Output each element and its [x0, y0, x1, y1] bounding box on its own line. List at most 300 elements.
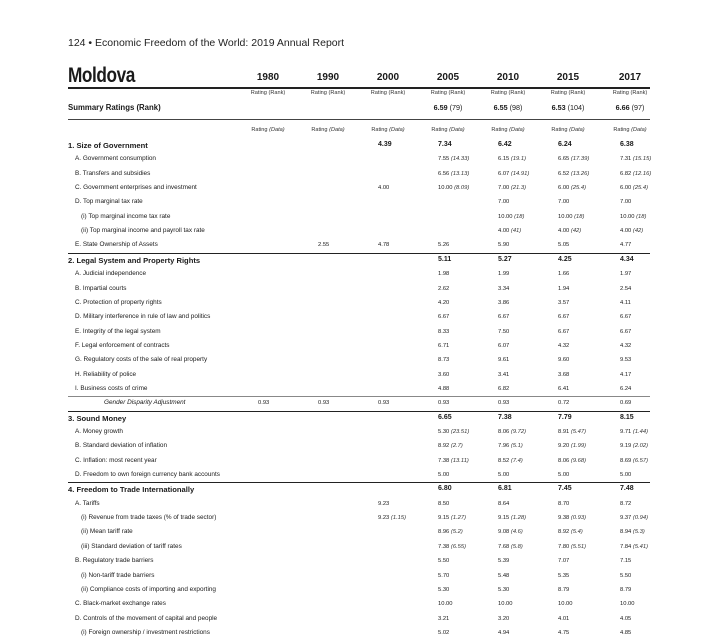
- row-label: D. Controls of the movement of capital and people: [75, 614, 218, 622]
- row-value: [438, 515, 466, 521]
- summary-rating: 6.59: [433, 103, 450, 112]
- row-value: [620, 314, 631, 320]
- rating-value: 0.93: [378, 400, 390, 407]
- data-value: (1.28): [509, 515, 527, 522]
- rating-value: 4.00: [498, 228, 510, 235]
- row-value: [438, 414, 452, 421]
- summary-rank: (104): [567, 103, 585, 112]
- rating-value: 6.07: [498, 342, 510, 349]
- summary-rule: [68, 119, 650, 120]
- row-label: C. Government enterprises and investment: [75, 184, 197, 192]
- header-rule: [68, 87, 650, 89]
- rating-value: 6.07: [498, 170, 510, 177]
- row-value: [438, 141, 452, 148]
- row-label: (ii) Compliance costs of importing and exporting: [81, 585, 216, 593]
- rating-value: 7.79: [558, 413, 572, 421]
- row-value: [620, 329, 631, 335]
- row-value: [438, 443, 463, 449]
- rating-rank-label: Rating (Rank): [370, 90, 406, 96]
- row-value: [438, 544, 466, 550]
- row-label: 1. Size of Government: [68, 141, 148, 150]
- rating-value: 9.08: [498, 529, 510, 536]
- data-value: (13.13): [449, 170, 470, 177]
- row-value: [438, 501, 449, 507]
- summary-rating: 6.66: [615, 103, 632, 112]
- row-value: [498, 558, 509, 564]
- summary-rank: (79): [449, 103, 463, 112]
- rating-value: 7.38: [498, 413, 512, 421]
- year-header-2005: 2005: [436, 72, 460, 83]
- row-value: [438, 171, 469, 177]
- rating-value: 8.73: [438, 357, 450, 364]
- row-value: [438, 630, 449, 636]
- rating-word: Rating: [371, 127, 390, 133]
- rating-value: 8.50: [438, 500, 450, 507]
- row-value: [558, 386, 569, 392]
- row-label: G. Regulatory costs of the sale of real property: [75, 356, 208, 364]
- row-value: [498, 199, 509, 205]
- rating-value: 7.96: [498, 443, 510, 450]
- summary-ratings-label: Summary Ratings (Rank): [68, 103, 161, 112]
- row-value: [498, 458, 523, 464]
- row-value: [438, 573, 449, 579]
- row-value: [498, 256, 512, 263]
- row-value: [620, 573, 631, 579]
- row-label: I. Business costs of crime: [75, 384, 148, 392]
- row-value: [558, 171, 589, 177]
- row-value: [498, 185, 526, 191]
- row-value: [620, 400, 631, 406]
- rating-value: 4.11: [620, 299, 631, 306]
- row-value: [558, 558, 569, 564]
- row-value: [558, 587, 569, 593]
- row-value: [318, 400, 329, 406]
- row-value: [558, 601, 573, 607]
- rating-value: 8.96: [438, 529, 450, 536]
- data-word: (Data): [509, 127, 525, 133]
- row-value: [620, 515, 648, 521]
- rating-value: 9.71: [620, 429, 632, 435]
- row-label: (ii) Mean tariff rate: [81, 528, 133, 536]
- row-value: [438, 429, 469, 435]
- row-value: [558, 314, 569, 320]
- row-value: [498, 400, 509, 406]
- rating-word: Rating: [311, 127, 330, 133]
- rating-value: 5.30: [498, 586, 510, 593]
- row-value: [498, 414, 512, 421]
- row-value: [620, 156, 651, 162]
- rating-value: 4.00: [558, 228, 570, 235]
- rating-value: 6.56: [438, 170, 450, 177]
- rating-value: 10.00: [558, 601, 573, 608]
- row-label: H. Reliability of police: [75, 370, 137, 378]
- rating-value: 0.93: [438, 400, 450, 407]
- row-label: 3. Sound Money: [68, 413, 127, 423]
- rating-value: 1.98: [438, 271, 450, 278]
- rating-value: 4.05: [620, 615, 632, 622]
- rating-value: 9.20: [558, 443, 570, 450]
- row-label: A. Judicial independence: [75, 270, 147, 278]
- rating-value: 5.90: [498, 242, 510, 249]
- year-header-1980: 1980: [256, 72, 280, 83]
- rating-value: 5.39: [498, 558, 510, 565]
- rating-value: 0.93: [498, 400, 510, 407]
- rating-value: 2.54: [620, 285, 632, 292]
- rating-value: 10.00: [558, 213, 573, 220]
- row-value: [620, 242, 631, 248]
- rating-rank-label: Rating (Rank): [490, 90, 526, 96]
- data-value: (14.33): [449, 156, 470, 163]
- row-value: [558, 242, 569, 248]
- data-value: (7.4): [509, 457, 523, 464]
- rating-value: 5.30: [438, 429, 450, 435]
- row-value: [498, 300, 509, 306]
- rating-value: 9.61: [498, 357, 510, 364]
- year-header-2010: 2010: [496, 72, 520, 83]
- data-value: (5.51): [569, 543, 587, 550]
- row-value: [438, 472, 449, 478]
- row-value: [498, 372, 509, 378]
- rating-value: 8.92: [558, 529, 570, 536]
- data-value: (1.44): [631, 429, 649, 435]
- rating-value: 4.88: [438, 385, 450, 392]
- rating-value: 0.69: [620, 400, 632, 407]
- rating-value: 5.35: [558, 572, 570, 579]
- rating-value: 5.50: [620, 572, 632, 579]
- row-value: [558, 141, 572, 148]
- row-value: [558, 472, 569, 478]
- rating-value: 3.21: [438, 615, 450, 622]
- rating-value: 9.19: [620, 443, 632, 450]
- rating-value: 9.60: [558, 357, 570, 364]
- year-header-2017: 2017: [618, 72, 642, 83]
- row-value: [378, 400, 389, 406]
- row-value: [498, 515, 526, 521]
- rating-value: 4.17: [620, 371, 632, 378]
- rating-data-label: [418, 127, 478, 133]
- rating-value: 4.39: [378, 141, 392, 148]
- data-value: (2.7): [449, 443, 463, 450]
- summary-value-2017: [600, 103, 660, 112]
- rating-value: 7.00: [620, 199, 632, 206]
- row-label: B. Transfers and subsidies: [75, 169, 151, 177]
- rating-value: 6.67: [620, 328, 632, 335]
- row-label: B. Impartial courts: [75, 284, 127, 292]
- row-value: [558, 429, 586, 435]
- rating-value: 7.31: [620, 156, 632, 163]
- row-label: D. Top marginal tax rate: [75, 198, 143, 206]
- row-value: [620, 141, 634, 148]
- data-value: (9.68): [569, 457, 587, 464]
- rating-value: 3.68: [558, 371, 570, 378]
- row-value: [620, 228, 643, 234]
- rating-value: 4.32: [620, 342, 632, 349]
- rating-value: 9.15: [498, 515, 510, 522]
- rating-value: 8.72: [620, 500, 632, 507]
- rating-value: 6.41: [558, 385, 570, 392]
- row-value: [438, 601, 453, 607]
- data-value: (15.15): [631, 156, 652, 163]
- row-value: [558, 400, 569, 406]
- row-value: [558, 214, 584, 220]
- row-value: [498, 357, 509, 363]
- row-value: [438, 185, 469, 191]
- year-header-2015: 2015: [556, 72, 580, 83]
- row-value: [498, 616, 509, 622]
- rating-value: 8.79: [620, 586, 632, 593]
- data-value: (25.4): [631, 185, 649, 192]
- row-label: (iii) Standard deviation of tariff rates: [81, 542, 182, 550]
- rating-value: 7.55: [438, 156, 450, 163]
- rating-value: 8.33: [438, 328, 450, 335]
- row-value: [558, 485, 572, 492]
- rating-value: 9.23: [378, 515, 390, 522]
- rating-value: 7.34: [438, 141, 452, 148]
- row-label: A. Tariffs: [75, 499, 100, 507]
- rating-value: 6.82: [620, 170, 632, 177]
- row-label: B. Standard deviation of inflation: [75, 442, 168, 450]
- rating-rank-label: Rating (Rank): [430, 90, 466, 96]
- data-value: (18): [512, 213, 525, 220]
- rating-word: Rating: [251, 127, 270, 133]
- data-value: (13.26): [569, 170, 590, 177]
- rating-word: Rating: [613, 127, 632, 133]
- rating-value: 7.00: [558, 199, 570, 206]
- summary-rating: 6.53: [551, 103, 568, 112]
- row-value: [558, 286, 569, 292]
- page-header: 124 • Economic Freedom of the World: 2019 Annual Report: [68, 37, 345, 49]
- row-value: [378, 185, 389, 191]
- rating-value: 6.80: [438, 485, 452, 493]
- rating-value: 4.20: [438, 299, 450, 306]
- row-value: [438, 400, 449, 406]
- rating-value: 0.72: [558, 400, 570, 407]
- rating-value: 6.15: [498, 156, 510, 163]
- rating-value: 7.00: [498, 185, 510, 192]
- rating-value: 5.00: [438, 472, 450, 479]
- rating-value: 7.68: [498, 543, 510, 550]
- row-value: [378, 501, 389, 507]
- row-value: [498, 630, 509, 636]
- row-value: [558, 414, 572, 421]
- rating-value: 10.00: [620, 601, 635, 608]
- row-value: [498, 329, 509, 335]
- row-value: [498, 171, 529, 177]
- row-value: [620, 256, 634, 263]
- row-value: [498, 573, 509, 579]
- row-value: [558, 501, 569, 507]
- rating-value: 3.34: [498, 285, 510, 292]
- rating-value: 5.48: [498, 572, 510, 579]
- row-label: E. Integrity of the legal system: [75, 327, 161, 335]
- data-word: (Data): [631, 127, 647, 133]
- rating-rank-label: Rating (Rank): [550, 90, 586, 96]
- data-value: (2.02): [631, 443, 649, 450]
- rating-value: 2.62: [438, 285, 450, 292]
- rating-value: 5.11: [438, 255, 452, 263]
- rating-word: Rating: [431, 127, 450, 133]
- row-value: [438, 314, 449, 320]
- rating-rank-label: Rating (Rank): [250, 90, 286, 96]
- row-label: C. Black-market exchange rates: [75, 600, 166, 608]
- rating-value: 5.27: [498, 255, 512, 263]
- data-value: (5.1): [509, 443, 523, 450]
- rating-value: 9.15: [438, 515, 450, 522]
- data-word: (Data): [449, 127, 465, 133]
- row-value: [620, 472, 631, 478]
- rating-value: 10.00: [498, 213, 513, 220]
- rating-value: 5.26: [438, 242, 450, 249]
- row-label: B. Regulatory trade barriers: [75, 557, 154, 565]
- rating-rank-label: Rating (Rank): [612, 90, 648, 96]
- row-value: [558, 300, 569, 306]
- row-value: [558, 544, 586, 550]
- rating-value: 4.34: [620, 255, 634, 263]
- row-label: (i) Top marginal income tax rate: [81, 212, 171, 220]
- rating-value: 6.65: [438, 413, 452, 421]
- row-value: [558, 156, 589, 162]
- row-value: [378, 242, 389, 248]
- data-word: (Data): [569, 127, 585, 133]
- data-value: (6.55): [449, 543, 467, 550]
- row-value: [620, 199, 631, 205]
- row-value: [438, 357, 449, 363]
- data-word: (Data): [329, 127, 345, 133]
- row-value: [558, 372, 569, 378]
- rating-value: 9.53: [620, 357, 632, 364]
- rating-data-label: [358, 127, 418, 133]
- rating-value: 7.50: [498, 328, 510, 335]
- row-value: [318, 242, 329, 248]
- row-value: [438, 343, 449, 349]
- rating-value: 4.85: [620, 629, 632, 636]
- rating-value: 8.92: [438, 443, 450, 450]
- row-value: [498, 242, 509, 248]
- rating-value: 6.00: [558, 185, 570, 192]
- data-value: (41): [509, 228, 522, 235]
- rating-value: 5.00: [620, 472, 632, 479]
- rating-value: 4.78: [378, 242, 390, 249]
- row-value: [620, 529, 645, 535]
- row-value: [498, 156, 526, 162]
- rating-data-label: [238, 127, 298, 133]
- row-value: [620, 300, 631, 306]
- row-value: [558, 529, 583, 535]
- summary-rating: 6.55: [493, 103, 510, 112]
- rating-value: 5.30: [438, 586, 450, 593]
- row-label: D. Military interference in rule of law and politics: [75, 313, 211, 321]
- row-value: [620, 501, 631, 507]
- row-value: [498, 472, 509, 478]
- rating-value: 7.38: [438, 457, 450, 464]
- rating-value: 9.23: [378, 500, 390, 507]
- rating-value: 5.50: [438, 558, 450, 565]
- rating-value: 6.24: [558, 141, 572, 148]
- row-value: [438, 271, 449, 277]
- rating-value: 8.52: [498, 457, 510, 464]
- row-value: [438, 242, 449, 248]
- row-label: (ii) Top marginal income and payroll tax rate: [81, 227, 205, 235]
- rating-value: 7.48: [620, 485, 634, 493]
- row-value: [558, 199, 569, 205]
- summary-value-2005: [418, 103, 478, 112]
- row-value: [558, 185, 586, 191]
- data-value: (18): [634, 213, 647, 220]
- data-value: (6.57): [631, 457, 649, 464]
- summary-rank: (98): [509, 103, 523, 112]
- row-value: [498, 386, 509, 392]
- data-value: (0.93): [569, 515, 587, 522]
- row-value: [620, 343, 631, 349]
- data-value: (1.27): [449, 515, 467, 522]
- row-value: [378, 515, 406, 521]
- rating-value: 8.70: [558, 500, 570, 507]
- row-label: 4. Freedom to Trade Internationally: [68, 485, 195, 495]
- rating-value: 4.00: [378, 185, 390, 192]
- data-value: (0.94): [631, 515, 649, 522]
- rating-value: 7.00: [498, 199, 510, 206]
- row-value: [498, 343, 509, 349]
- row-value: [438, 300, 449, 306]
- data-value: (5.4): [569, 529, 583, 536]
- row-value: [558, 515, 586, 521]
- row-value: [620, 443, 648, 449]
- rating-value: 8.06: [558, 457, 570, 464]
- row-value: [438, 558, 449, 564]
- rating-value: 1.97: [620, 271, 632, 278]
- row-label: F. Legal enforcement of contracts: [75, 341, 170, 349]
- row-value: [498, 286, 509, 292]
- data-value: (42): [569, 228, 582, 235]
- row-value: [620, 601, 635, 607]
- row-label: Gender Disparity Adjustment: [104, 399, 186, 407]
- row-value: [558, 329, 569, 335]
- rating-value: 3.57: [558, 299, 570, 306]
- rating-value: 5.00: [558, 472, 570, 479]
- row-value: [498, 501, 509, 507]
- area-divider: [68, 253, 650, 254]
- row-label: C. Protection of property rights: [75, 298, 162, 306]
- rating-value: 6.52: [558, 170, 570, 177]
- rating-value: 5.05: [558, 242, 570, 249]
- data-value: (42): [631, 228, 644, 235]
- rating-value: 0.93: [258, 400, 270, 407]
- row-value: [498, 228, 521, 234]
- row-label: (i) Non-tariff trade barriers: [81, 571, 155, 579]
- rating-value: 10.00: [498, 601, 513, 608]
- rating-value: 1.94: [558, 285, 570, 292]
- row-value: [438, 256, 451, 263]
- row-value: [620, 171, 651, 177]
- rating-value: 6.00: [620, 185, 632, 192]
- data-value: (8.09): [452, 185, 470, 192]
- rating-value: 8.15: [620, 413, 634, 421]
- row-value: [558, 458, 586, 464]
- row-value: [620, 429, 648, 435]
- row-value: [378, 141, 392, 148]
- row-label: C. Inflation: most recent year: [75, 456, 157, 464]
- data-value: (21.3): [509, 185, 527, 192]
- rating-value: 5.70: [438, 572, 450, 579]
- row-value: [558, 271, 569, 277]
- rating-value: 6.67: [558, 328, 570, 335]
- data-value: (13.11): [449, 457, 469, 464]
- row-value: [620, 214, 646, 220]
- data-value: (1.99): [569, 443, 587, 450]
- rating-value: 7.07: [558, 558, 570, 565]
- row-label: (i) Foreign ownership / investment restrictions: [81, 628, 210, 636]
- row-label: (i) Revenue from trade taxes (% of trade sector): [81, 514, 217, 522]
